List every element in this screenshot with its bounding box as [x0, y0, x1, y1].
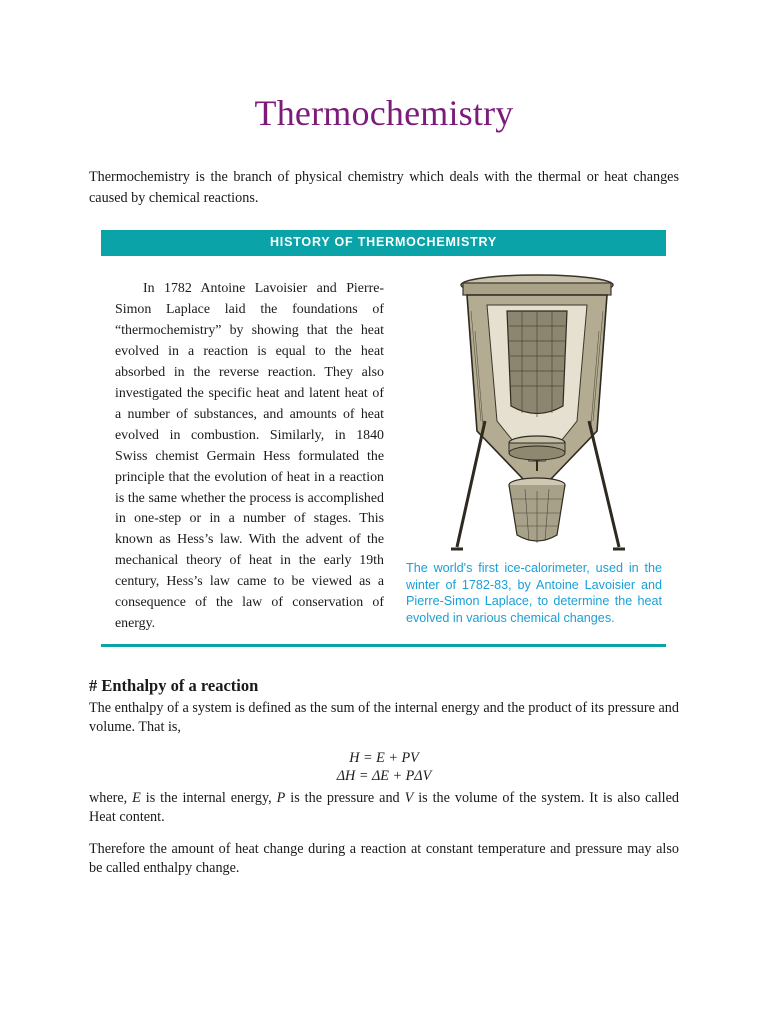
- variable-v: V: [404, 790, 414, 806]
- page-title: Thermochemistry: [254, 93, 514, 133]
- history-section-divider: [101, 644, 666, 647]
- enthalpy-definition-paragraph: The enthalpy of a system is defined as the sum of the internal energy and the product of its pressure and volume. That is,: [89, 700, 679, 735]
- intro-paragraph: Thermochemistry is the branch of physical chemistry which deals with the thermal or heat changes caused by chemical reactions.: [89, 169, 679, 206]
- variables-text: where,: [89, 790, 133, 806]
- ice-calorimeter-illustration: [437, 271, 637, 555]
- variable-e: E: [132, 790, 141, 806]
- figure-caption: The world's first ice-calorimeter, used in the winter of 1782-83, by Antoine Lavoisier and Pierre-Simon Laplace, to determine the heat evolved in various chemical changes.: [406, 561, 662, 626]
- variable-p: P: [276, 790, 286, 806]
- variables-paragraph: [89, 789, 679, 827]
- ice-calorimeter-drawing: [437, 271, 637, 555]
- variables-text: is the internal energy,: [140, 790, 277, 806]
- equation-enthalpy: H = E + PV: [349, 750, 419, 766]
- variables-text: is the pressure and: [285, 790, 405, 806]
- variables-text: is the volume of the system. It is also called Heat content.: [89, 790, 679, 825]
- equation-enthalpy-change: ΔH = ΔE + PΔV: [336, 768, 432, 784]
- enthalpy-change-paragraph: Therefore the amount of heat change during a reaction at constant temperature and pressure may also be called enthalpy change.: [89, 841, 679, 876]
- history-paragraph: In 1782 Antoine Lavoisier and Pierre-Simon Laplace laid the foundations of “thermochemistry” by showing that the heat evolved in a reaction is equal to the heat absorbed in the reverse reaction. They also investigated the specific heat and latent heat of a number of substances, and amounts of heat evolved in combustion. Similarly, in 1840 Swiss chemist Germain Hess formulated the principle that the evolution of heat in a reaction is the same whether the process is accomplished in one-step or in a number of stages. This known as Hess’s law. With the advent of the mechanical theory of heat in the early 19th century, Hess’s law came to be viewed as a consequence of the law of conservation of energy.: [115, 281, 384, 632]
- section-heading-enthalpy: # Enthalpy of a reaction: [89, 676, 259, 695]
- history-section-heading: HISTORY OF THERMOCHEMISTRY: [101, 230, 666, 256]
